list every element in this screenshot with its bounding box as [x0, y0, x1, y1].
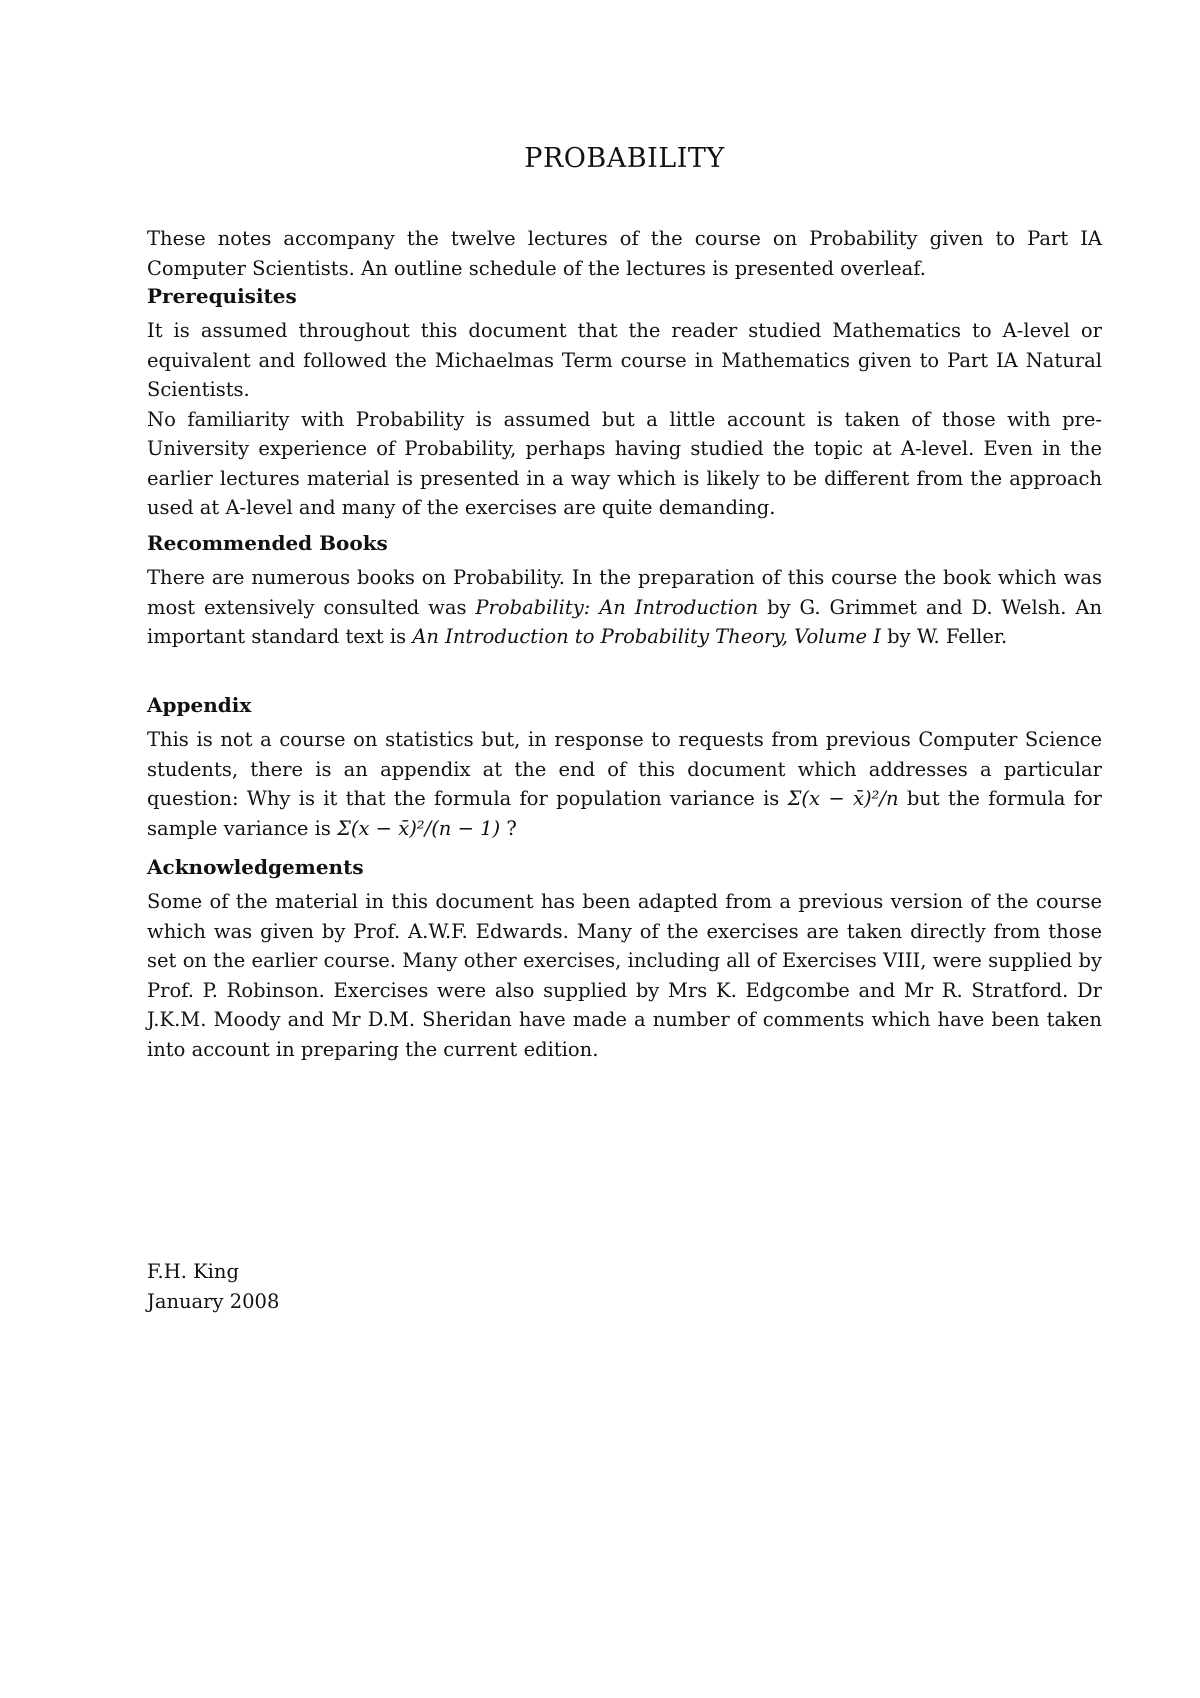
population-variance-formula: Σ(x − x̄)²/n — [787, 787, 899, 810]
prerequisites-heading: Prerequisites — [147, 284, 297, 308]
intro-section — [147, 224, 1102, 283]
acknowledgements-heading: Acknowledgements — [147, 855, 364, 879]
book-title-grimmet: Probability: An Introduction — [475, 595, 759, 619]
recommended-books-paragraph — [147, 563, 1102, 652]
signature-date: January 2008 — [147, 1289, 280, 1313]
appendix-heading: Appendix — [147, 693, 252, 717]
prerequisites-section — [147, 282, 1102, 523]
recommended-books-heading: Recommended Books — [147, 531, 388, 555]
part-label: IA — [1080, 227, 1102, 250]
appendix-text-2: but the formula for sample variance is — [147, 787, 1102, 840]
appendix-section — [147, 691, 1102, 843]
intro-text-start: These notes accompany the twelve lectures of the course on Probability given to Part — [147, 227, 1081, 250]
prerequisites-paragraph-2: No familiarity with Probability is assumed but a little account is taken of those with pre-University experience of Probability, perhaps having studied the topic at A-level. Even in the earlier lectures material is presented in a way which is likely to be different from the approach used at A-level and many of the exercises are quite demanding. — [147, 407, 1102, 519]
acknowledgements-section — [147, 853, 1102, 1064]
acknowledgements-paragraph: Some of the material in this document has been adapted from a previous version of the course which was given by Prof. A.W.F. Edwards. Many of the exercises are taken directly from those set on the earlier course. Many other exercises, including all of Exercises VIII, were supplied by Prof. P. Robinson. Exercises were also supplied by Mrs K. Edgcombe and Mr R. Stratford. Dr J.K.M. Moody and Mr D.M. Sheridan have made a number of comments which have been taken into account in preparing the current edition. — [147, 890, 1102, 1061]
signature-block — [147, 1257, 279, 1316]
intro-paragraph — [147, 224, 1102, 283]
books-text-1: There are numerous books on Probability. In the preparation of this course the book which was most extensively consulted was — [147, 566, 1102, 619]
appendix-text-1: This is not a course on statistics but, in response to requests from previous Computer Science students, there is an appendix at the end of this document which addresses a particular question: Why is it that the formula for population variance is — [147, 728, 1102, 810]
recommended-books-section — [147, 529, 1102, 652]
page-title: PROBABILITY — [524, 143, 725, 174]
appendix-text-3: ? — [500, 816, 517, 840]
book-title-feller: An Introduction to Probability Theory, Volume I — [412, 625, 881, 648]
sample-variance-formula: Σ(x − x̄)²/(n − 1) — [337, 816, 501, 840]
appendix-paragraph — [147, 725, 1102, 843]
prerequisites-paragraph-1 — [147, 316, 1102, 405]
books-text-3: by W. Feller. — [880, 625, 1008, 648]
books-text-2: by G. Grimmet and D. Welsh. An important standard text is — [147, 595, 1103, 648]
prerequisites-p1-end: Natural Scientists. — [147, 348, 1103, 401]
part-label: IA — [996, 348, 1018, 372]
prerequisites-p1-start: It is assumed throughout this document that the reader studied Mathematics to A-level or equivalent and followed the Michaelmas Term course in Mathematics given to Part — [147, 319, 1102, 372]
intro-text-end: Computer Scientists. An outline schedule of the lectures is presented overleaf. — [147, 256, 926, 280]
author-name: F.H. King — [147, 1260, 239, 1283]
